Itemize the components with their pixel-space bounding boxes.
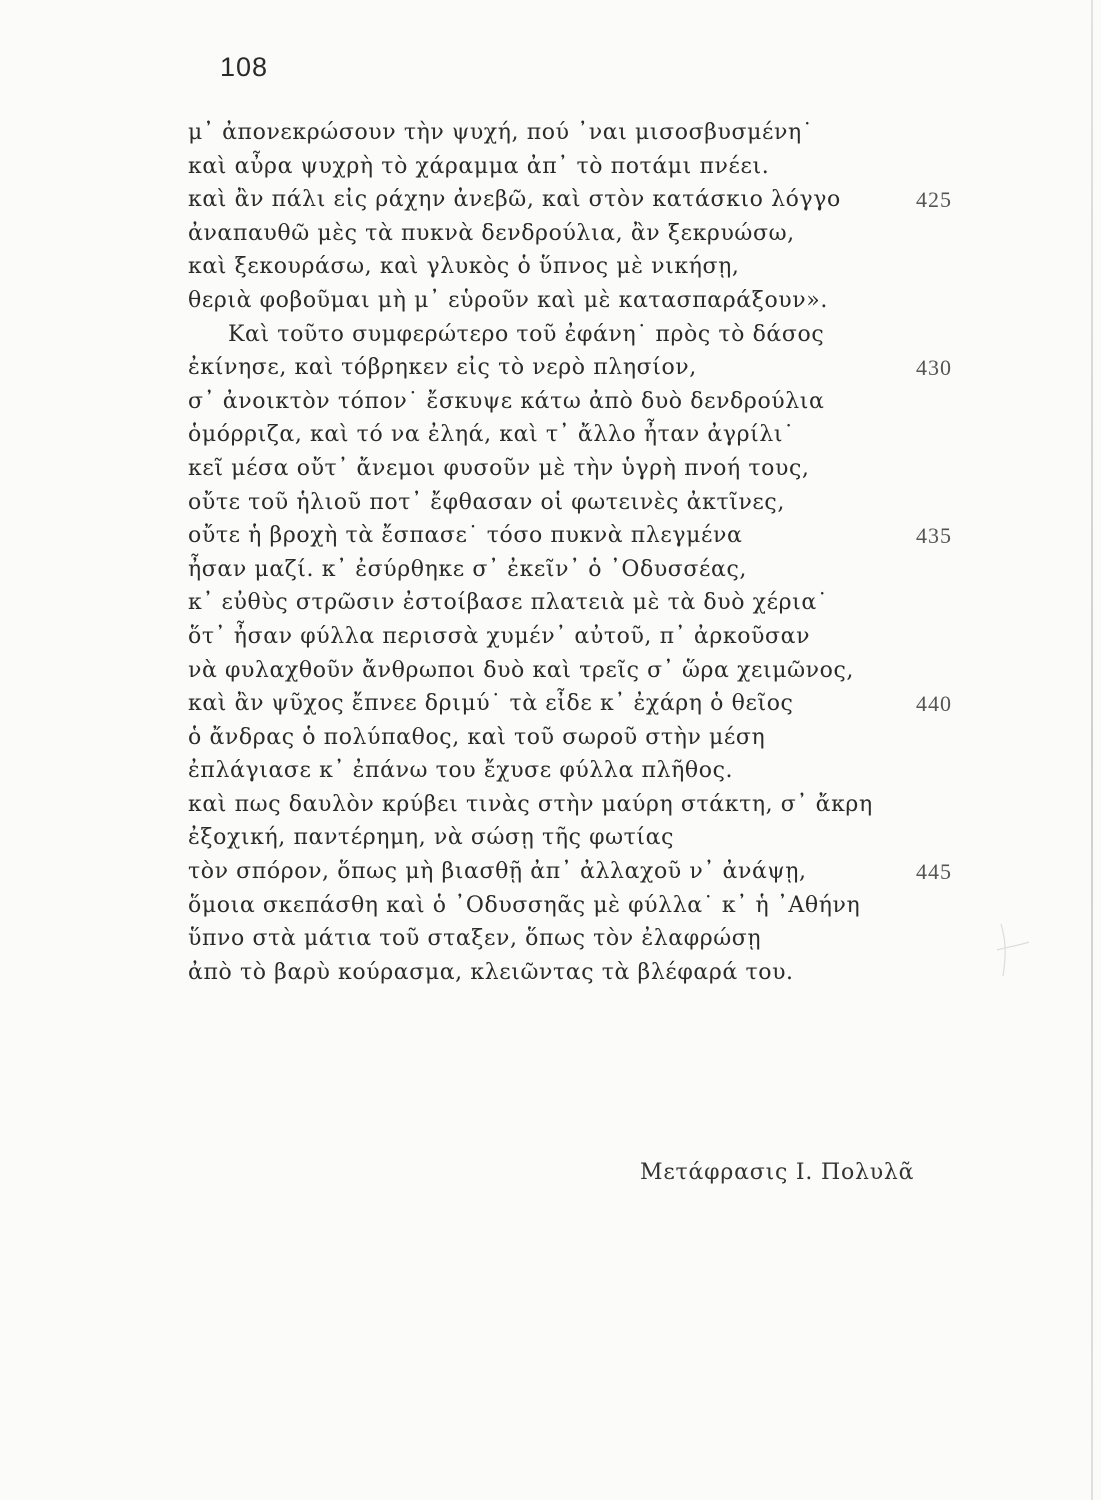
poem-line: ἐκίνησε, καὶ τόβρηκεν εἰς τὸ νερὸ πλησίον, 430 [188, 351, 948, 385]
poem-line: ἐπλάγιασε κ᾽ ἐπάνω του ἔχυσε φύλλα πλῆθος. [188, 758, 734, 784]
translator-credit: Μετάφρασις Ι. Πολυλᾶ [640, 1160, 915, 1185]
poem-line: ὕπνο στὰ μάτια τοῦ σταξεν, ὅπως τὸν ἐλαφρώσῃ [188, 926, 762, 952]
poem-line: ὁμόρριζα, καὶ τό να ἐληά, καὶ τ᾽ ἄλλο ἦταν ἀγρίλι˙ [188, 422, 795, 448]
poem-line: ὁ ἄνδρας ὁ πολύπαθος, καὶ τοῦ σωροῦ στὴν μέση [188, 724, 766, 750]
poem-line: σ᾽ ἀνοικτὸν τόπον˙ ἔσκυψε κάτω ἀπὸ δυὸ δενδρούλια [188, 388, 825, 414]
poem-line: τὸν σπόρον, ὅπως μὴ βιασθῇ ἀπ᾽ ἀλλαχοῦ ν᾽ ἀνάψῃ, 445 [188, 855, 948, 889]
poem-line: ὅτ᾽ ἦσαν φύλλα περισσὰ χυμέν᾽ αὐτοῦ, π᾽ ἀρκοῦσαν [188, 623, 811, 649]
poem-line: Καὶ τοῦτο συμφερώτερο τοῦ ἐφάνη˙ πρὸς τὸ δάσος [228, 321, 825, 347]
poem-text [188, 116, 952, 989]
poem-line: ἀπὸ τὸ βαρὺ κούρασμα, κλειῶντας τὰ βλέφαρά του. [188, 959, 794, 985]
line-number: 430 [916, 355, 952, 381]
faint-pencil-mark [993, 920, 1033, 980]
poem-line: ἐξοχική, παντέρημη, νὰ σώσῃ τῆς φωτίας [188, 825, 675, 851]
line-number: 440 [916, 691, 952, 717]
poem-line: ἦσαν μαζί. κ᾽ ἐσύρθηκε σ᾽ ἐκεῖν᾽ ὁ ᾽Οδυσσέας, [188, 556, 748, 582]
poem-line: καὶ πως δαυλὸν κρύβει τινὰς στὴν μαύρη στάκτη, σ᾽ ἄκρη [188, 791, 873, 817]
poem-line: κ᾽ εὐθὺς στρῶσιν ἐστοίβασε πλατειὰ μὲ τὰ δυὸ χέρια˙ [188, 590, 829, 616]
poem-line: οὔτε τοῦ ἡλιοῦ ποτ᾽ ἔφθασαν οἱ φωτεινὲς ἀκτῖνες, [188, 489, 785, 515]
poem-line: ὅμοια σκεπάσθη καὶ ὁ ᾽Οδυσσηᾶς μὲ φύλλα˙ κ᾽ ἡ ᾽Αθήνη [188, 892, 861, 918]
poem-line: νὰ φυλαχθοῦν ἄνθρωποι δυὸ καὶ τρεῖς σ᾽ ὥρα χειμῶνος, [188, 657, 855, 683]
line-number: 425 [916, 187, 952, 213]
page-edge [1091, 0, 1093, 1500]
poem-line: μ᾽ ἀπονεκρώσουν τὴν ψυχή, πού ᾽ναι μισοσβυσμένη˙ [188, 120, 814, 145]
poem-line: καὶ ἂν πάλι εἰς ράχην ἀνεβῶ, καὶ στὸν κατάσκιο λόγγο 425 [188, 183, 948, 217]
poem-line: κεῖ μέσα οὔτ᾽ ἄνεμοι φυσοῦν μὲ τὴν ὑγρὴ πνοή τους, [188, 455, 810, 481]
poem-line: οὔτε ἡ βροχὴ τὰ ἔσπασε˙ τόσο πυκνὰ πλεγμένα 435 [188, 519, 948, 553]
poem-line: καὶ ἂν ψῦχος ἔπνεε δριμύ˙ τὰ εἶδε κ᾽ ἐχάρη ὁ θεῖος 440 [188, 687, 948, 721]
page-number: 108 [220, 52, 269, 82]
line-number: 445 [916, 859, 952, 885]
poem-line: καὶ ξεκουράσω, καὶ γλυκὸς ὁ ὕπνος μὲ νικήσῃ, [188, 254, 740, 280]
poem-line: καὶ αὖρα ψυχρὴ τὸ χάραμμα ἀπ᾽ τὸ ποτάμι πνέει. [188, 153, 770, 179]
line-number: 435 [916, 523, 952, 549]
poem-line: ἀναπαυθῶ μὲς τὰ πυκνὰ δενδρούλια, ἂν ξεκρυώσω, [188, 220, 795, 246]
poem-line: θεριὰ φοβοῦμαι μὴ μ᾽ εὑροῦν καὶ μὲ κατασπαράξουν». [188, 287, 828, 313]
